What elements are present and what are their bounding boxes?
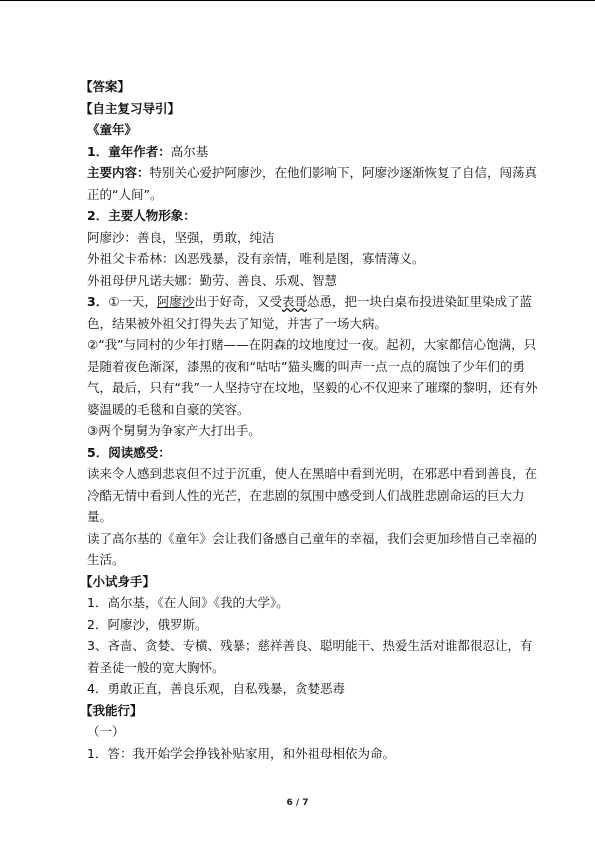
event-1-number: 3． bbox=[87, 294, 109, 309]
page-top-rule bbox=[0, 0, 595, 1]
author-value: 高尔基 bbox=[170, 143, 209, 159]
event-1-text-c: 怂恿，把一块白桌布投进染缸里染成了蓝色，结果被外祖父打得失去了知觉，并害了一场大病。 bbox=[87, 294, 532, 331]
ability-subheader: （一） bbox=[87, 724, 125, 739]
event-3: ③两个舅舅为争家产大打出手。 bbox=[87, 423, 261, 438]
event-1-text-b: 出于好奇，又受 bbox=[194, 294, 282, 309]
main-content-text: 特别关心爱护阿廖沙，在他们影响下，阿廖沙逐渐恢复了自信，闯荡真正的“人间”。 bbox=[87, 165, 538, 202]
practice-item-3: 3、吝啬、贪婪、专横、残暴；慈祥善良、聪明能干、热爱生活对谁都很忍让，有着圣徒一般的宽大胸怀。 bbox=[87, 638, 533, 675]
answer-header: 【答案】 bbox=[80, 79, 131, 94]
page-number: 6 / 7 bbox=[286, 798, 309, 808]
practice-item-2: 2．阿廖沙，俄罗斯。 bbox=[87, 616, 208, 632]
characters-header: 2．主要人物形象： bbox=[87, 208, 196, 223]
author-label: 1．童年作者： bbox=[87, 143, 171, 159]
practice-header: 【小试身手】 bbox=[80, 573, 156, 589]
author-line bbox=[80, 141, 540, 163]
character-alyosha: 阿廖沙：善良，坚强，勇敢，纯洁 bbox=[87, 229, 275, 245]
practice-item-4: 4．勇敢正直，善良乐观，自私残暴，贪婪恶毒 bbox=[87, 681, 345, 696]
practice-item-1: 1．高尔基，《在人间》《我的大学》。 bbox=[87, 595, 289, 610]
event-1 bbox=[80, 291, 540, 334]
book-title: 《童年》 bbox=[87, 122, 138, 137]
feeling-paragraph-2: 读了高尔基的《童年》会让我们备感自己童年的幸福，我们会更加珍惜自己幸福的生活。 bbox=[87, 530, 538, 567]
feeling-paragraph-1: 读来令人感到悲哀但不过于沉重，使人在黑暗中看到光明，在邪恶中看到善良，在冷酷无情中看到人性的光芒，在悲剧的氛围中感受到人们战胜悲剧命运的巨大力量。 bbox=[87, 466, 538, 524]
document-body bbox=[80, 76, 540, 764]
event-1-name: 阿廖沙 bbox=[156, 294, 195, 309]
main-content bbox=[80, 162, 540, 205]
event-2: ②“我”与同村的少年打赌——在阴森的坟地度过一夜。起初，大家都信心饱满，只是随着夜色渐深，漆黑的夜和“咕咕”猫头鹰的叫声一点一点的腐蚀了少年们的勇气，最后，只有“我”一人坚持守在坟地，坚毅的心不仅迎来了璀璨的黎明，还有外婆温暖的毛毯和自豪的笑容。 bbox=[87, 337, 538, 417]
character-grandfather: 外祖父卡希林：凶恶残暴，没有亲情，唯利是图，寡情薄义。 bbox=[87, 251, 425, 266]
review-header: 【自主复习导引】 bbox=[80, 100, 181, 116]
character-grandmother: 外祖母伊凡诺夫娜：勤劳、善良、乐观、智慧 bbox=[87, 272, 338, 288]
event-1-text-a: ①一天， bbox=[108, 294, 157, 309]
event-1-cousin: 表哥 bbox=[281, 294, 307, 309]
ability-header: 【我能行】 bbox=[80, 702, 143, 718]
main-content-label: 主要内容： bbox=[87, 165, 150, 180]
ability-answer-1: 1．答：我开始学会挣钱补贴家用，和外祖母相依为命。 bbox=[87, 745, 395, 761]
feeling-header: 5．阅读感受： bbox=[87, 444, 171, 460]
